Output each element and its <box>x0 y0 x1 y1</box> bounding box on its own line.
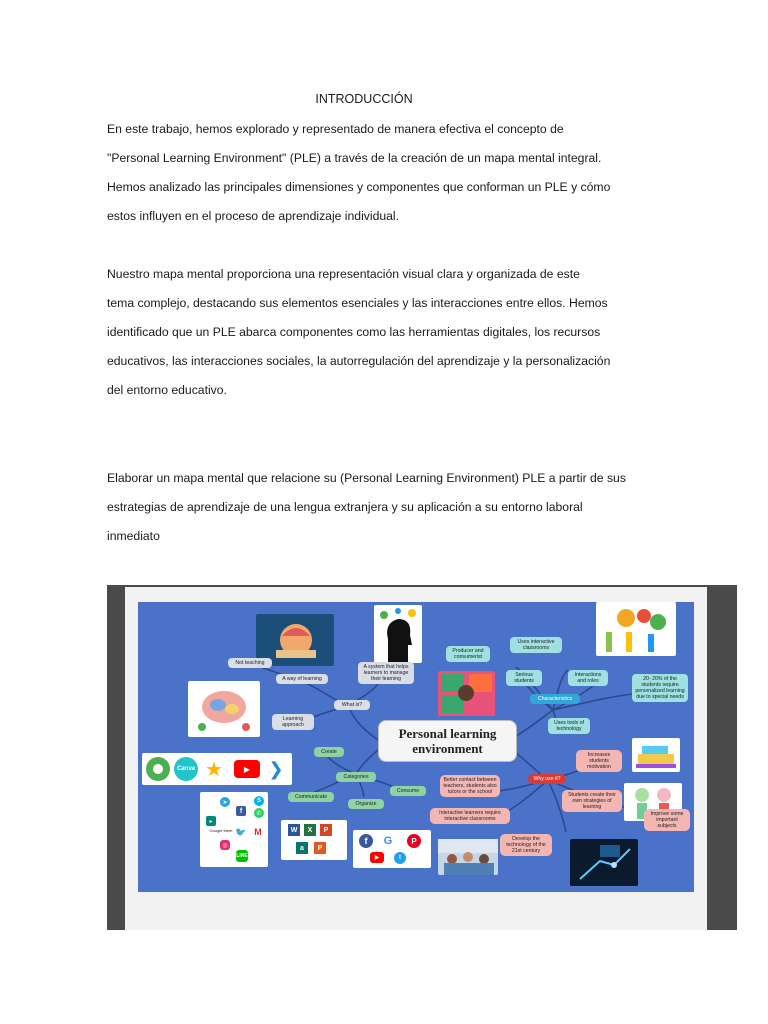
paragraph-line: tema complejo, destacando sus elementos esenciales y las interacciones entre ellos. Hemos <box>107 296 608 310</box>
telegram-icon: ➤ <box>220 797 230 807</box>
powerpoint-icon: P <box>320 824 332 836</box>
node-better-contact: Better contact between teachers, students also tutors or the school <box>440 775 500 797</box>
intro-heading: INTRODUCCIÓN <box>315 92 413 106</box>
node-why-use: Why use it? <box>528 774 566 784</box>
paragraph-3 <box>107 464 667 551</box>
node-uses-interactive: Uses interactive classrooms <box>510 637 562 653</box>
head-icons-image <box>374 605 422 663</box>
google-icon: G <box>381 834 395 848</box>
node-learning-approach: Learning approach <box>272 714 314 730</box>
excel-icon: X <box>304 824 316 836</box>
node-increases-motivation: Increases students motivation <box>576 750 622 772</box>
word-icon: W <box>288 824 300 836</box>
node-create: Create <box>314 747 344 757</box>
node-organize: Organize <box>348 799 384 809</box>
twitter-icon: t <box>394 852 406 864</box>
node-categories: Categories <box>336 772 376 782</box>
youtube-icon: ▶ <box>234 760 260 778</box>
instagram-icon: ◎ <box>220 840 230 850</box>
gmail-icon: M <box>254 827 262 837</box>
paragraph-line: estos influyen en el proceso de aprendizaje individual. <box>107 209 400 223</box>
paragraph-line: Nuestro mapa mental proporciona una representación visual clara y organizada de este <box>107 267 580 281</box>
mindmap-frame <box>125 587 707 930</box>
paragraph-line: Hemos analizado las principales dimensiones y componentes que conforman un PLE y cómo <box>107 180 611 194</box>
onenote-icon: P <box>314 842 326 854</box>
books-illustration-image <box>632 738 680 772</box>
mindmap-screenshot <box>107 585 737 930</box>
facebook-icon: f <box>359 834 373 848</box>
canva-icon: Canva <box>174 757 198 781</box>
node-special-needs: 20- 20% of the students require personalized learning due to special needs <box>632 674 688 702</box>
skype-icon: S <box>254 796 264 806</box>
star-icon: ★ <box>205 758 223 781</box>
publisher-icon: a <box>296 842 308 854</box>
paragraph-line: estrategias de aprendizaje de una lengua extranjera y su aplicación a su entorno laboral <box>107 500 583 514</box>
gears-image <box>596 602 676 656</box>
paragraph-2 <box>107 260 667 405</box>
line-icon: LINE <box>236 850 248 862</box>
node-not-teaching: Not teaching <box>228 658 272 668</box>
whatsapp-icon: ✆ <box>254 808 264 818</box>
facebook-icon: f <box>236 806 246 816</box>
node-characteristics: Characteristics <box>530 694 580 704</box>
node-serious-students: Serious students <box>506 670 542 686</box>
node-own-strategies: Students create their own strategies of learning <box>562 790 622 812</box>
node-what-is: What is? <box>334 700 370 710</box>
paragraph-line: inmediato <box>107 529 160 543</box>
tech-hand-image <box>570 839 638 886</box>
node-uses-tech: Uses tools of technology <box>548 718 590 734</box>
node-improve-subjects: Improve some important subjects <box>644 809 690 831</box>
mindmap-center-node: Personal learning environment <box>378 720 517 762</box>
teacher-video-image <box>438 671 495 716</box>
google-meet-label: Google Meet <box>209 828 233 833</box>
node-way-of-learning: A way of learning <box>276 674 328 684</box>
chrome-edu-icon <box>146 757 170 781</box>
paragraph-line: del entorno educativo. <box>107 383 227 397</box>
twitter-icon: 🐦 <box>235 826 247 837</box>
paragraph-1 <box>107 115 667 231</box>
vscode-icon: ❯ <box>268 758 284 779</box>
youtube-icon: ▶ <box>370 852 384 863</box>
paragraph-line: "Personal Learning Environment" (PLE) a través de la creación de un mapa mental integral. <box>107 151 602 165</box>
node-consume: Consume <box>390 786 426 796</box>
node-develop-tech: Develop the technology of the 21st century <box>500 834 552 856</box>
brain-diagram-image <box>188 681 260 737</box>
paragraph-line: educativos, las interacciones sociales, la autorregulación del aprendizaje y la personalización <box>107 354 611 368</box>
pinterest-icon: P <box>407 834 421 848</box>
paragraph-line: Elaborar un mapa mental que relacione su (Personal Learning Environment) PLE a partir de sus <box>107 471 626 485</box>
node-system: A system that helps learners to manage their learning <box>358 662 414 684</box>
paragraph-line: identificado que un PLE abarca componentes como las herramientas digitales, los recursos <box>107 325 601 339</box>
mindmap-canvas <box>138 602 694 892</box>
node-communicate: Communicate <box>288 792 334 802</box>
classroom-photo-image <box>438 839 498 875</box>
node-interactions-roles: Interactions and roles <box>568 670 608 686</box>
paragraph-line: En este trabajo, hemos explorado y representado de manera efectiva el concepto de <box>107 122 564 136</box>
node-interactive-learners: Interactive learners require interactive classrooms <box>430 808 510 824</box>
google-meet-icon: ▸ <box>206 816 216 826</box>
node-producer: Producer and consumerist <box>446 646 490 662</box>
